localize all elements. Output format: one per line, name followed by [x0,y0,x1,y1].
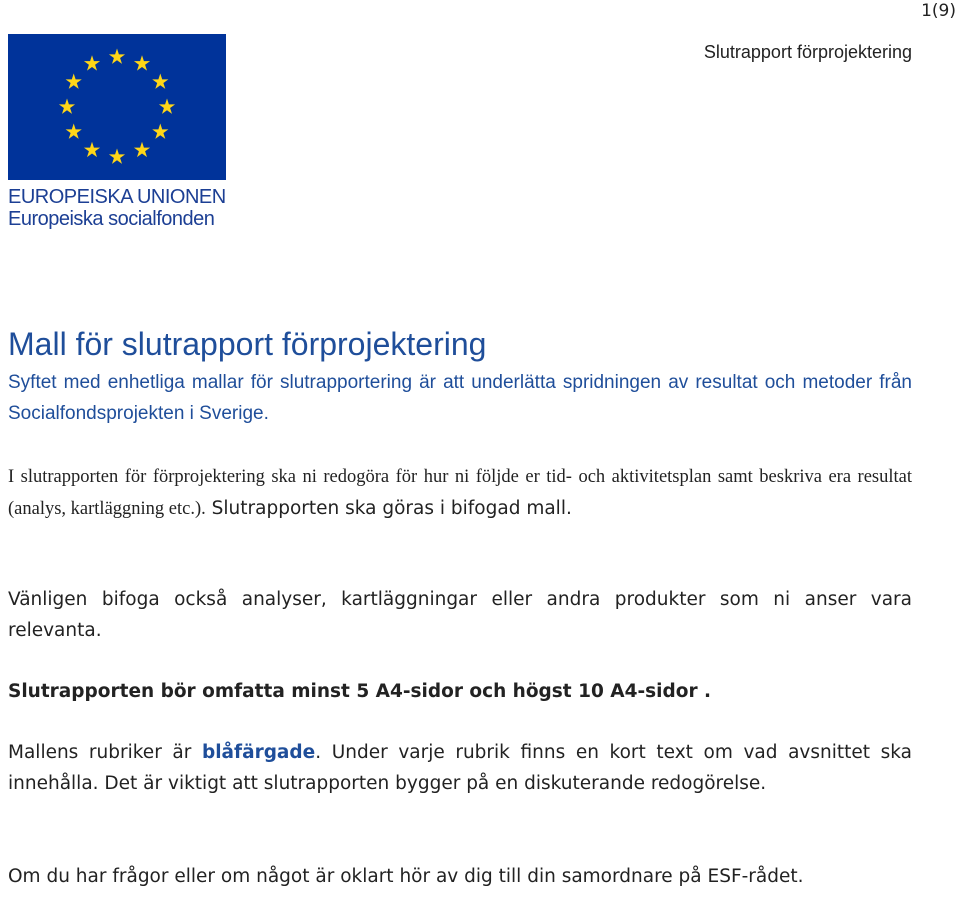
eu-logo [8,34,228,230]
length-requirement: Slutrapporten bör omfatta minst 5 A4-sidor och högst 10 A4-sidor . [8,681,712,702]
headings-highlight: blåfärgade [201,742,316,763]
page-title: Mall för slutrapport förprojektering [8,326,487,362]
attachments-paragraph: Vänligen bifoga också analyser, kartläggningar eller andra produkter som ni anser vara relevanta. [8,589,912,641]
headings-text-a: Mallens rubriker är [8,742,202,763]
eu-flag-icon [8,34,226,180]
instructions-paragraph [8,461,912,525]
logo-text-eu: EUROPEISKA UNIONEN [8,186,226,208]
instructions-template-text: Slutrapporten ska göras i bifogad mall. [205,498,572,519]
document-header-title: Slutrapport förprojektering [703,42,912,62]
page-number: 1(9) [921,1,956,21]
intro-paragraph: Syftet med enhetliga mallar för slutrapportering är att underlätta spridningen av resultat och metoder från Socialfondsprojekten i Sverige. [8,372,912,424]
headings-text-c: . Under varje rubrik finns en kort text om vad avsnittet ska innehålla. Det är viktigt att slutrapporten bygger på en diskuterande redogörelse. [8,742,913,794]
logo-text-esf: Europeiska socialfonden [8,208,215,230]
headings-paragraph [8,737,912,799]
contact-paragraph: Om du har frågor eller om något är oklart hör av dig till din samordnare på ESF-rådet. [8,866,804,887]
instructions-text: I slutrapporten för förprojektering ska ni redogöra för hur ni följde er tid- och aktivitetsplan samt beskriva era resultat (analys, kartläggning etc.). [8,467,912,519]
